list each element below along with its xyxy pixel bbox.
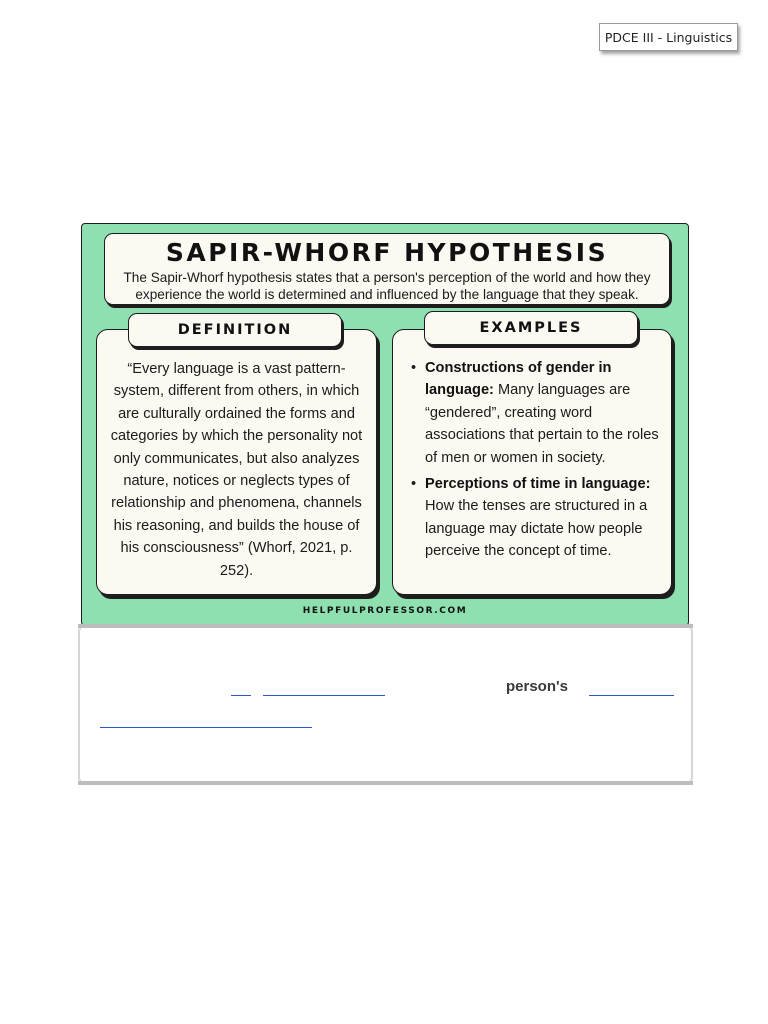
examples-list [411, 357, 661, 567]
definition-panel [96, 329, 377, 595]
blank-field-2[interactable] [263, 695, 385, 696]
examples-panel [392, 329, 672, 595]
examples-heading: EXAMPLES [424, 311, 638, 345]
infographic-subtitle: The Sapir-Whorf hypothesis states that a person's perception of the world and how they experience the world is determined and influenced by the language that they speak. [123, 270, 651, 302]
blank-field-3[interactable] [589, 695, 674, 696]
example-term: Perceptions of time in language: [425, 476, 651, 493]
example-text: How the tenses are structured in a language may dictate how people perceive the concept of time. [425, 498, 648, 560]
sapir-whorf-infographic [81, 223, 689, 626]
bullet-icon: • [411, 360, 417, 376]
course-tag: PDCE III - Linguistics [599, 23, 738, 51]
source-footer: HELPFULPROFESSOR.COM [302, 606, 468, 616]
infographic-title: SAPIR-WHORF HYPOTHESIS [165, 238, 609, 267]
list-item [411, 357, 661, 469]
blank-field-4[interactable] [100, 727, 312, 728]
blank-field-1[interactable] [231, 695, 251, 696]
example-text: Many languages are “gendered”, creating word associations that pertain to the roles of men or women in society. [425, 382, 659, 466]
title-card [104, 233, 670, 305]
example-term: Constructions of gender in language: [425, 360, 612, 399]
list-item [411, 473, 661, 563]
fill-in-box [78, 624, 693, 785]
bullet-icon: • [411, 476, 417, 493]
form-word: person's [506, 678, 568, 695]
definition-heading: DEFINITION [128, 313, 342, 347]
definition-quote: “Every language is a vast pattern-system, different from others, in which are culturally ordained the forms and categories by which the personality not only communicates, but also analyzes nature, notices or neglects types of relationship and phenomena, channels his reasoning, and builds the house of his consciousness” (Whorf, 2021, p. 252). [110, 361, 363, 579]
